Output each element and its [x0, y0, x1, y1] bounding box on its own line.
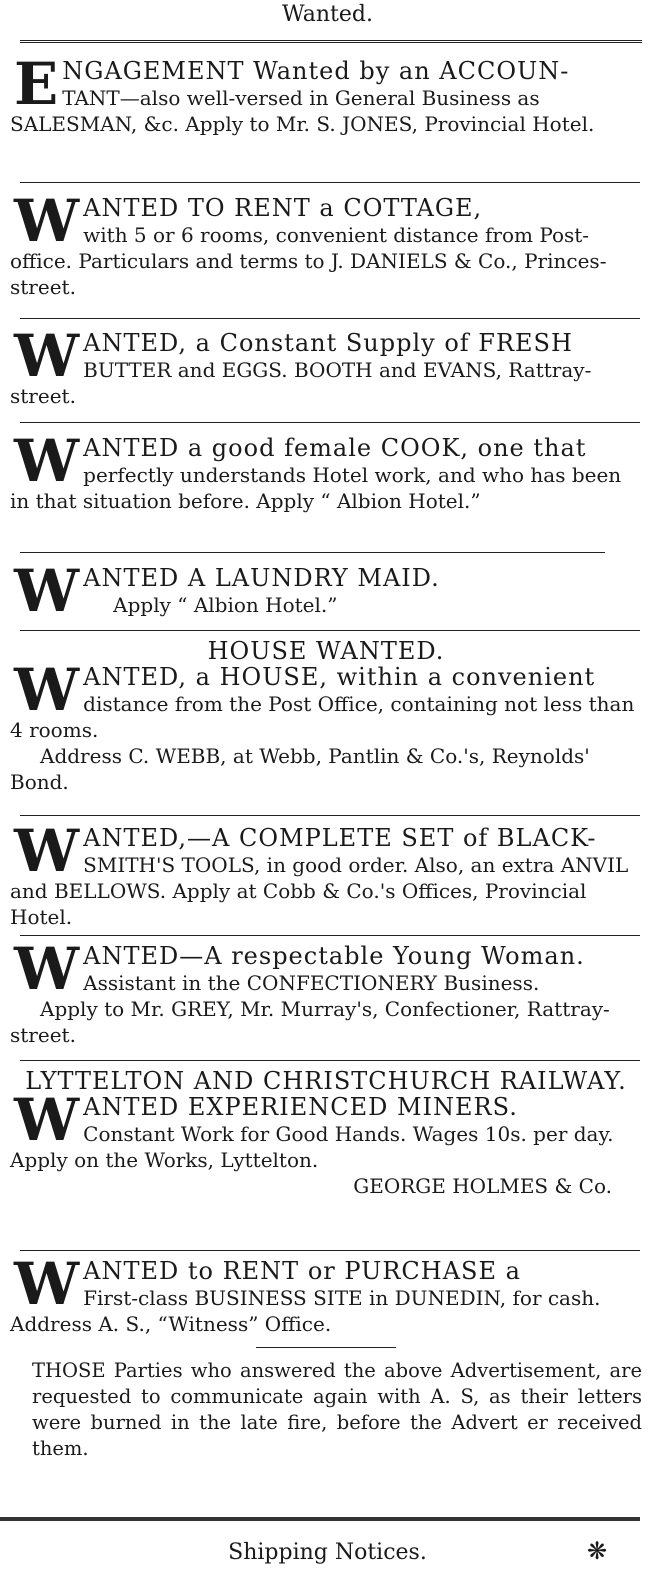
divider	[20, 182, 640, 183]
divider	[20, 1250, 640, 1251]
divider	[20, 552, 605, 553]
drop-cap: W	[14, 1250, 78, 1318]
ad-house-wanted	[10, 638, 642, 795]
ad-body: Apply “ Albion Hotel.”	[113, 593, 338, 617]
ad-lead: ANTED to RENT or PURCHASE a	[83, 1257, 521, 1285]
ad-lead: ANTED TO RENT a COTTAGE,	[83, 194, 483, 222]
ad-signature: GEORGE HOLMES & Co.	[353, 1174, 612, 1198]
ad-body: SMITH'S TOOLS, in good order. Also, an extra ANVIL and BELLOWS. Apply at Cobb & Co.'s Offices, Provincial Hotel.	[10, 853, 629, 929]
ad-accountant-engagement	[10, 50, 642, 137]
drop-cap: W	[14, 187, 78, 255]
drop-cap: W	[14, 1086, 78, 1154]
ad-heading: HOUSE WANTED.	[207, 637, 445, 665]
ad-body: distance from the Post Office, containing not less than 4 rooms.	[10, 692, 635, 742]
drop-cap: W	[14, 656, 78, 724]
ad-body: First-class BUSINESS SITE in DUNEDIN, for cash. Address A. S., “Witness” Office.	[10, 1286, 601, 1336]
drop-cap: W	[14, 817, 78, 885]
ad-cottage-rent	[10, 187, 642, 300]
ad-blacksmith-tools	[10, 817, 642, 930]
ad-lead: ANTED A LAUNDRY MAID.	[83, 564, 440, 592]
bottom-rule	[0, 1517, 640, 1521]
section-header-wanted: Wanted.	[282, 2, 373, 27]
divider	[20, 815, 640, 816]
ad-body: with 5 or 6 rooms, convenient distance from Post-office. Particulars and terms to J. DANIELS & Co., Princes-street.	[10, 223, 607, 299]
divider	[20, 318, 640, 319]
ad-lead: ANTED, a Constant Supply of FRESH	[83, 329, 573, 357]
ad-business-site	[10, 1250, 642, 1462]
ad-body: Constant Work for Good Hands. Wages 10s. per day. Apply on the Works, Lyttelton.	[10, 1122, 614, 1172]
ad-body: BUTTER and EGGS. BOOTH and EVANS, Rattray-street.	[10, 358, 592, 408]
ad-body: Assistant in the CONFECTIONERY Business.	[83, 971, 540, 995]
ad-extra: Apply to Mr. GREY, Mr. Murray's, Confectioner, Rattray-street.	[10, 997, 610, 1047]
drop-cap: E	[14, 50, 57, 118]
ad-lead: ANTED, a HOUSE, within a convenient	[83, 663, 596, 691]
drop-cap: W	[14, 935, 78, 1003]
ship-ornament-icon: ❋	[586, 1537, 608, 1565]
drop-cap: W	[14, 322, 78, 390]
ad-lead: ANTED,—A COMPLETE SET of BLACK-	[83, 824, 597, 852]
header-rule	[20, 40, 642, 43]
ad-lead: NGAGEMENT Wanted by an ACCOUN-	[62, 57, 570, 85]
divider	[20, 1060, 640, 1061]
ad-lead: ANTED—A respectable Young Woman.	[83, 942, 585, 970]
divider	[20, 935, 640, 936]
ad-young-woman	[10, 935, 642, 1048]
ad-heading: LYTTELTON AND CHRISTCHURCH RAILWAY.	[25, 1067, 627, 1095]
ad-lead: ANTED EXPERIENCED MINERS.	[83, 1093, 518, 1121]
divider	[20, 422, 640, 423]
ad-body: perfectly understands Hotel work, and who has been in that situation before. Apply “ Albion Hotel.”	[10, 463, 622, 513]
drop-cap: W	[14, 427, 78, 495]
short-rule	[256, 1347, 396, 1348]
drop-cap: W	[14, 557, 78, 625]
ad-laundry-maid	[10, 557, 642, 625]
ad-railway-miners	[10, 1068, 642, 1199]
section-header-shipping: Shipping Notices.	[228, 1540, 427, 1565]
ad-body: TANT—also well-versed in General Business as SALESMAN, &c. Apply to Mr. S. JONES, Provincial Hotel.	[10, 86, 595, 136]
ad-extra: THOSE Parties who answered the above Advertisement, are requested to communicate again with A. S, as their letters were burned in the late fire, before the Advert er received them.	[32, 1359, 642, 1460]
ad-butter-eggs	[10, 322, 642, 409]
divider	[20, 630, 640, 631]
ad-female-cook	[10, 427, 642, 514]
ad-extra: Address C. WEBB, at Webb, Pantlin & Co.'s, Reynolds' Bond.	[10, 744, 590, 794]
ad-lead: ANTED a good female COOK, one that	[83, 434, 587, 462]
